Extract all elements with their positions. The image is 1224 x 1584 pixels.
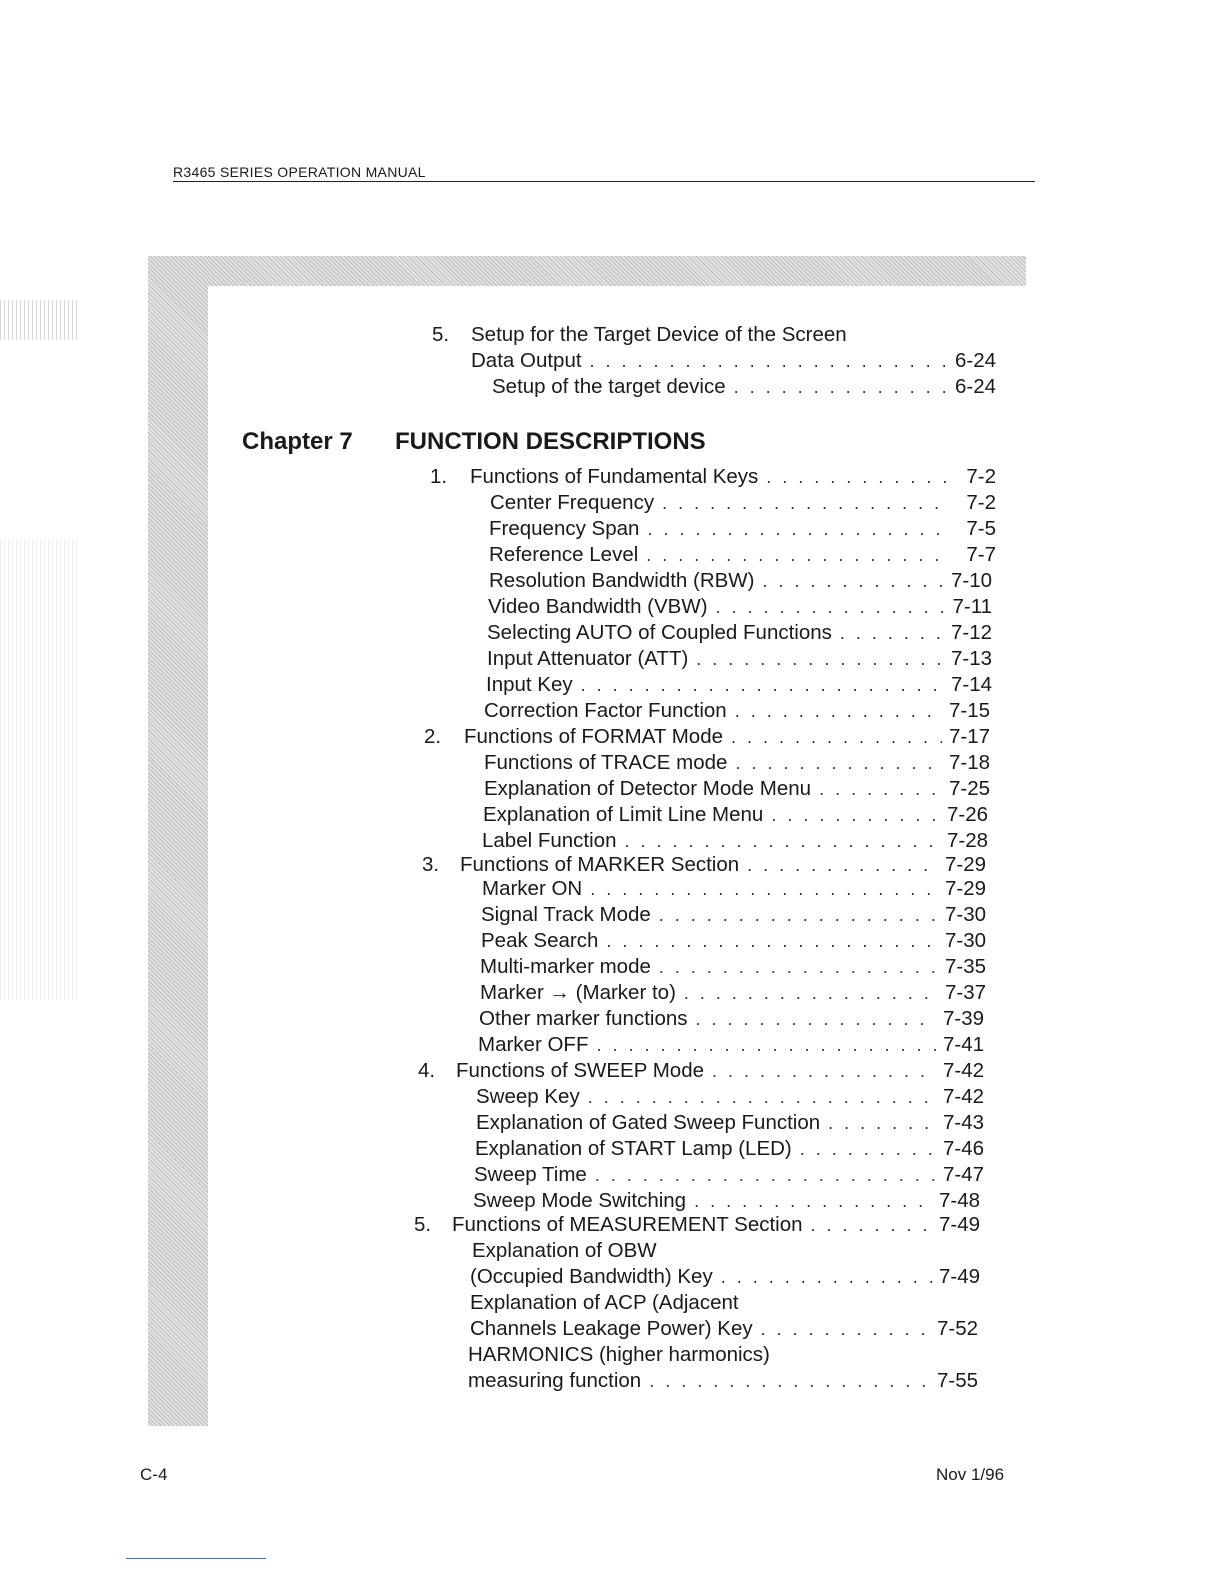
toc-entry <box>418 1162 984 1188</box>
dot-leader <box>726 374 948 400</box>
toc-entry <box>414 1316 978 1342</box>
entry-page: 7-49 <box>938 1265 980 1288</box>
entry-title: Data Output <box>471 349 582 372</box>
entry-page: 7-10 <box>950 569 992 592</box>
dot-leader <box>582 876 938 902</box>
entry-page: 7-46 <box>942 1137 984 1160</box>
entry-page <box>932 1238 980 1264</box>
entry-number <box>432 348 471 374</box>
dot-leader <box>820 1110 936 1136</box>
entry-number <box>430 490 490 516</box>
toc-entry <box>422 876 986 902</box>
entry-page: 7-7 <box>966 543 996 566</box>
dot-leader <box>573 672 944 698</box>
entry-number <box>418 1136 475 1162</box>
entry-page: 7-48 <box>938 1189 980 1212</box>
entry-page: 6-24 <box>954 349 996 372</box>
dot-leader <box>713 1264 932 1290</box>
toc-entry <box>424 802 988 828</box>
divider <box>126 1558 266 1559</box>
entry-number <box>422 902 481 928</box>
entry-title: Multi-marker mode <box>480 955 651 978</box>
entry-title: Setup for the Target Device of the Screen <box>471 323 847 346</box>
entry-page: 7-17 <box>948 725 990 748</box>
entry-title: Functions of MARKER Section <box>460 853 740 876</box>
dot-leader <box>582 348 948 374</box>
entry-title: Channels Leakage Power) Key <box>470 1317 753 1340</box>
page-id: C-4 <box>140 1465 168 1484</box>
entry-number <box>414 1316 470 1342</box>
entry-page: 7-12 <box>950 621 992 644</box>
entry-title: Signal Track Mode <box>481 903 651 926</box>
entry-page: 7-30 <box>944 929 986 952</box>
toc-entry <box>422 1006 984 1032</box>
entry-number: 4. <box>418 1059 436 1082</box>
toc-entry <box>432 374 996 400</box>
chapter-heading <box>242 428 706 456</box>
dot-leader <box>792 1136 936 1162</box>
entry-title: Correction Factor Function <box>484 699 727 722</box>
entry-page: 6-24 <box>954 375 996 398</box>
entry-page: 7-55 <box>936 1369 978 1392</box>
entry-title: Center Frequency <box>490 491 655 514</box>
entry-page: 7-39 <box>942 1007 984 1030</box>
chapter-label: Chapter 7 <box>242 428 353 455</box>
entry-title: Explanation of Limit Line Menu <box>483 803 764 826</box>
entry-page: 7-2 <box>966 491 996 514</box>
entry-title: Resolution Bandwidth (RBW) <box>489 569 755 592</box>
entry-page: 7-14 <box>950 673 992 696</box>
toc-entry <box>422 928 986 954</box>
entry-number <box>424 776 484 802</box>
dot-leader <box>723 724 942 750</box>
entry-page: 7-43 <box>942 1111 984 1134</box>
entry-title: Other marker functions <box>479 1007 688 1030</box>
entry-page: 7-11 <box>952 595 992 618</box>
entry-page: 7-49 <box>938 1213 980 1236</box>
entry-title: Functions of Fundamental Keys <box>470 465 759 488</box>
entry-number: 3. <box>422 853 440 876</box>
entry-page <box>948 322 996 348</box>
dot-leader <box>727 750 942 776</box>
entry-number <box>422 1006 479 1032</box>
entry-title: Explanation of OBW <box>472 1239 657 1262</box>
entry-title: (Occupied Bandwidth) Key <box>470 1265 713 1288</box>
toc-entry <box>422 852 986 878</box>
entry-page: 7-28 <box>946 829 988 852</box>
toc-entry <box>424 776 990 802</box>
entry-title: Input Attenuator (ATT) <box>487 647 689 670</box>
entry-number <box>424 828 482 854</box>
toc-entry <box>418 1136 984 1162</box>
entry-number <box>414 1238 472 1264</box>
entry-page: 7-29 <box>944 853 986 876</box>
dot-leader <box>727 698 942 724</box>
dot-leader <box>598 928 938 954</box>
entry-page: 7-42 <box>942 1059 984 1082</box>
entry-title: Functions of FORMAT Mode <box>464 725 723 748</box>
toc-entry <box>422 980 986 1006</box>
toc-entry <box>414 1368 978 1394</box>
entry-page: 7-26 <box>946 803 988 826</box>
entry-page: 7-29 <box>944 877 986 900</box>
entry-number <box>414 1342 468 1368</box>
entry-title: Sweep Mode Switching <box>473 1189 687 1212</box>
entry-title: Functions of MEASUREMENT Section <box>452 1213 803 1236</box>
entry-title: Explanation of ACP (Adjacent <box>470 1291 739 1314</box>
entry-number <box>422 928 481 954</box>
toc-entry <box>418 1084 984 1110</box>
entry-number <box>418 1084 476 1110</box>
dot-leader <box>654 490 948 516</box>
dot-leader <box>588 1032 936 1058</box>
dot-leader <box>763 802 940 828</box>
entry-number <box>418 1110 476 1136</box>
entry-title: Label Function <box>482 829 617 852</box>
toc-entry <box>418 1058 984 1084</box>
dot-leader <box>753 1316 930 1342</box>
entry-number: 5. <box>414 1213 432 1236</box>
toc-entry <box>430 490 996 516</box>
toc-entry <box>422 902 986 928</box>
entry-number <box>422 876 482 902</box>
dot-leader <box>587 1162 936 1188</box>
toc-entry <box>430 542 996 568</box>
toc-entry <box>430 620 992 646</box>
entry-title: Sweep Key <box>476 1085 580 1108</box>
dot-leader <box>758 464 948 490</box>
dot-leader <box>651 954 938 980</box>
entry-title: Sweep Time <box>474 1163 587 1186</box>
entry-page: 7-47 <box>942 1163 984 1186</box>
toc-entry <box>422 1032 984 1058</box>
entry-number <box>430 516 489 542</box>
entry-title: Setup of the target device <box>492 375 726 398</box>
entry-number <box>430 542 489 568</box>
entry-title: Video Bandwidth (VBW) <box>488 595 708 618</box>
dot-leader <box>688 646 944 672</box>
entry-number <box>422 1032 478 1058</box>
dot-leader <box>754 568 944 594</box>
entry-page: 7-35 <box>944 955 986 978</box>
toc-entry <box>430 464 996 490</box>
dot-leader <box>639 516 948 542</box>
dot-leader <box>708 594 944 620</box>
entry-page: 7-37 <box>944 981 986 1004</box>
entry-number <box>414 1264 470 1290</box>
manual-title: R3465 SERIES OPERATION MANUAL <box>173 164 430 180</box>
entry-number <box>430 620 487 646</box>
entry-number <box>432 374 492 400</box>
entry-page: 7-15 <box>948 699 990 722</box>
dot-leader <box>686 1188 932 1214</box>
toc-entry <box>430 594 992 620</box>
toc-entry <box>430 516 996 542</box>
entry-title: measuring function <box>468 1369 642 1392</box>
entry-number <box>422 980 480 1006</box>
entry-title: Marker ON <box>482 877 583 900</box>
toc-entry <box>424 828 988 854</box>
dot-leader <box>616 828 940 854</box>
dot-leader <box>641 1368 930 1394</box>
toc-entry <box>430 568 992 594</box>
entry-page <box>930 1342 978 1368</box>
entry-title: Explanation of Detector Mode Menu <box>484 777 812 800</box>
entry-number: 5. <box>432 323 450 346</box>
entry-title: Explanation of START Lamp (LED) <box>475 1137 792 1160</box>
entry-number: 1. <box>430 465 448 488</box>
toc-entry <box>432 348 996 374</box>
dot-leader <box>638 542 948 568</box>
toc-entry <box>418 1188 980 1214</box>
toc-entry <box>414 1290 980 1316</box>
entry-title: Functions of SWEEP Mode <box>456 1059 705 1082</box>
toc-entry <box>414 1264 980 1290</box>
entry-page <box>932 1290 980 1316</box>
toc-entry <box>414 1342 978 1368</box>
toc-entry <box>424 750 990 776</box>
toc-entry <box>418 1110 984 1136</box>
toc-entry <box>430 698 990 724</box>
dot-leader <box>832 620 944 646</box>
entry-number <box>414 1290 470 1316</box>
toc-entry <box>432 322 996 348</box>
entry-page: 7-13 <box>950 647 992 670</box>
dot-leader <box>811 776 942 802</box>
dot-leader <box>676 980 938 1006</box>
entry-number <box>430 646 487 672</box>
dot-leader <box>704 1058 936 1084</box>
entry-number <box>414 1368 468 1394</box>
entry-title: Reference Level <box>489 543 639 566</box>
entry-title: Marker → (Marker to) <box>480 981 676 1004</box>
toc-entry <box>424 724 990 750</box>
entry-title: Peak Search <box>481 929 599 952</box>
entry-number <box>418 1162 474 1188</box>
entry-number <box>422 954 480 980</box>
dot-leader <box>803 1212 932 1238</box>
dot-leader <box>688 1006 937 1032</box>
toc-entry <box>430 672 992 698</box>
dot-leader <box>739 852 938 878</box>
entry-page: 7-30 <box>944 903 986 926</box>
entry-number <box>430 568 489 594</box>
entry-number <box>430 698 484 724</box>
entry-number <box>430 672 486 698</box>
toc-entry <box>430 646 992 672</box>
entry-page: 7-2 <box>966 465 996 488</box>
dot-leader <box>651 902 938 928</box>
entry-page: 7-18 <box>948 751 990 774</box>
revision-date: Nov 1/96 <box>936 1465 1005 1484</box>
toc-entry <box>414 1212 980 1238</box>
entry-title: HARMONICS (higher harmonics) <box>468 1343 770 1366</box>
dot-leader <box>580 1084 936 1110</box>
entry-title: Frequency Span <box>489 517 640 540</box>
chapter-title: FUNCTION DESCRIPTIONS <box>395 428 706 455</box>
toc-entry <box>422 954 986 980</box>
toc-entry <box>414 1238 980 1264</box>
entry-number <box>418 1188 473 1214</box>
entry-title: Marker OFF <box>478 1033 589 1056</box>
entry-number <box>430 594 488 620</box>
entry-page: 7-5 <box>966 517 996 540</box>
entry-page: 7-42 <box>942 1085 984 1108</box>
entry-title: Input Key <box>486 673 573 696</box>
entry-title: Selecting AUTO of Coupled Functions <box>487 621 832 644</box>
entry-number: 2. <box>424 725 442 748</box>
entry-title: Explanation of Gated Sweep Function <box>476 1111 821 1134</box>
entry-title: Functions of TRACE mode <box>484 751 728 774</box>
entry-number <box>424 750 484 776</box>
entry-page: 7-52 <box>936 1317 978 1340</box>
entry-page: 7-41 <box>942 1033 984 1056</box>
entry-number <box>424 802 483 828</box>
entry-page: 7-25 <box>948 777 990 800</box>
